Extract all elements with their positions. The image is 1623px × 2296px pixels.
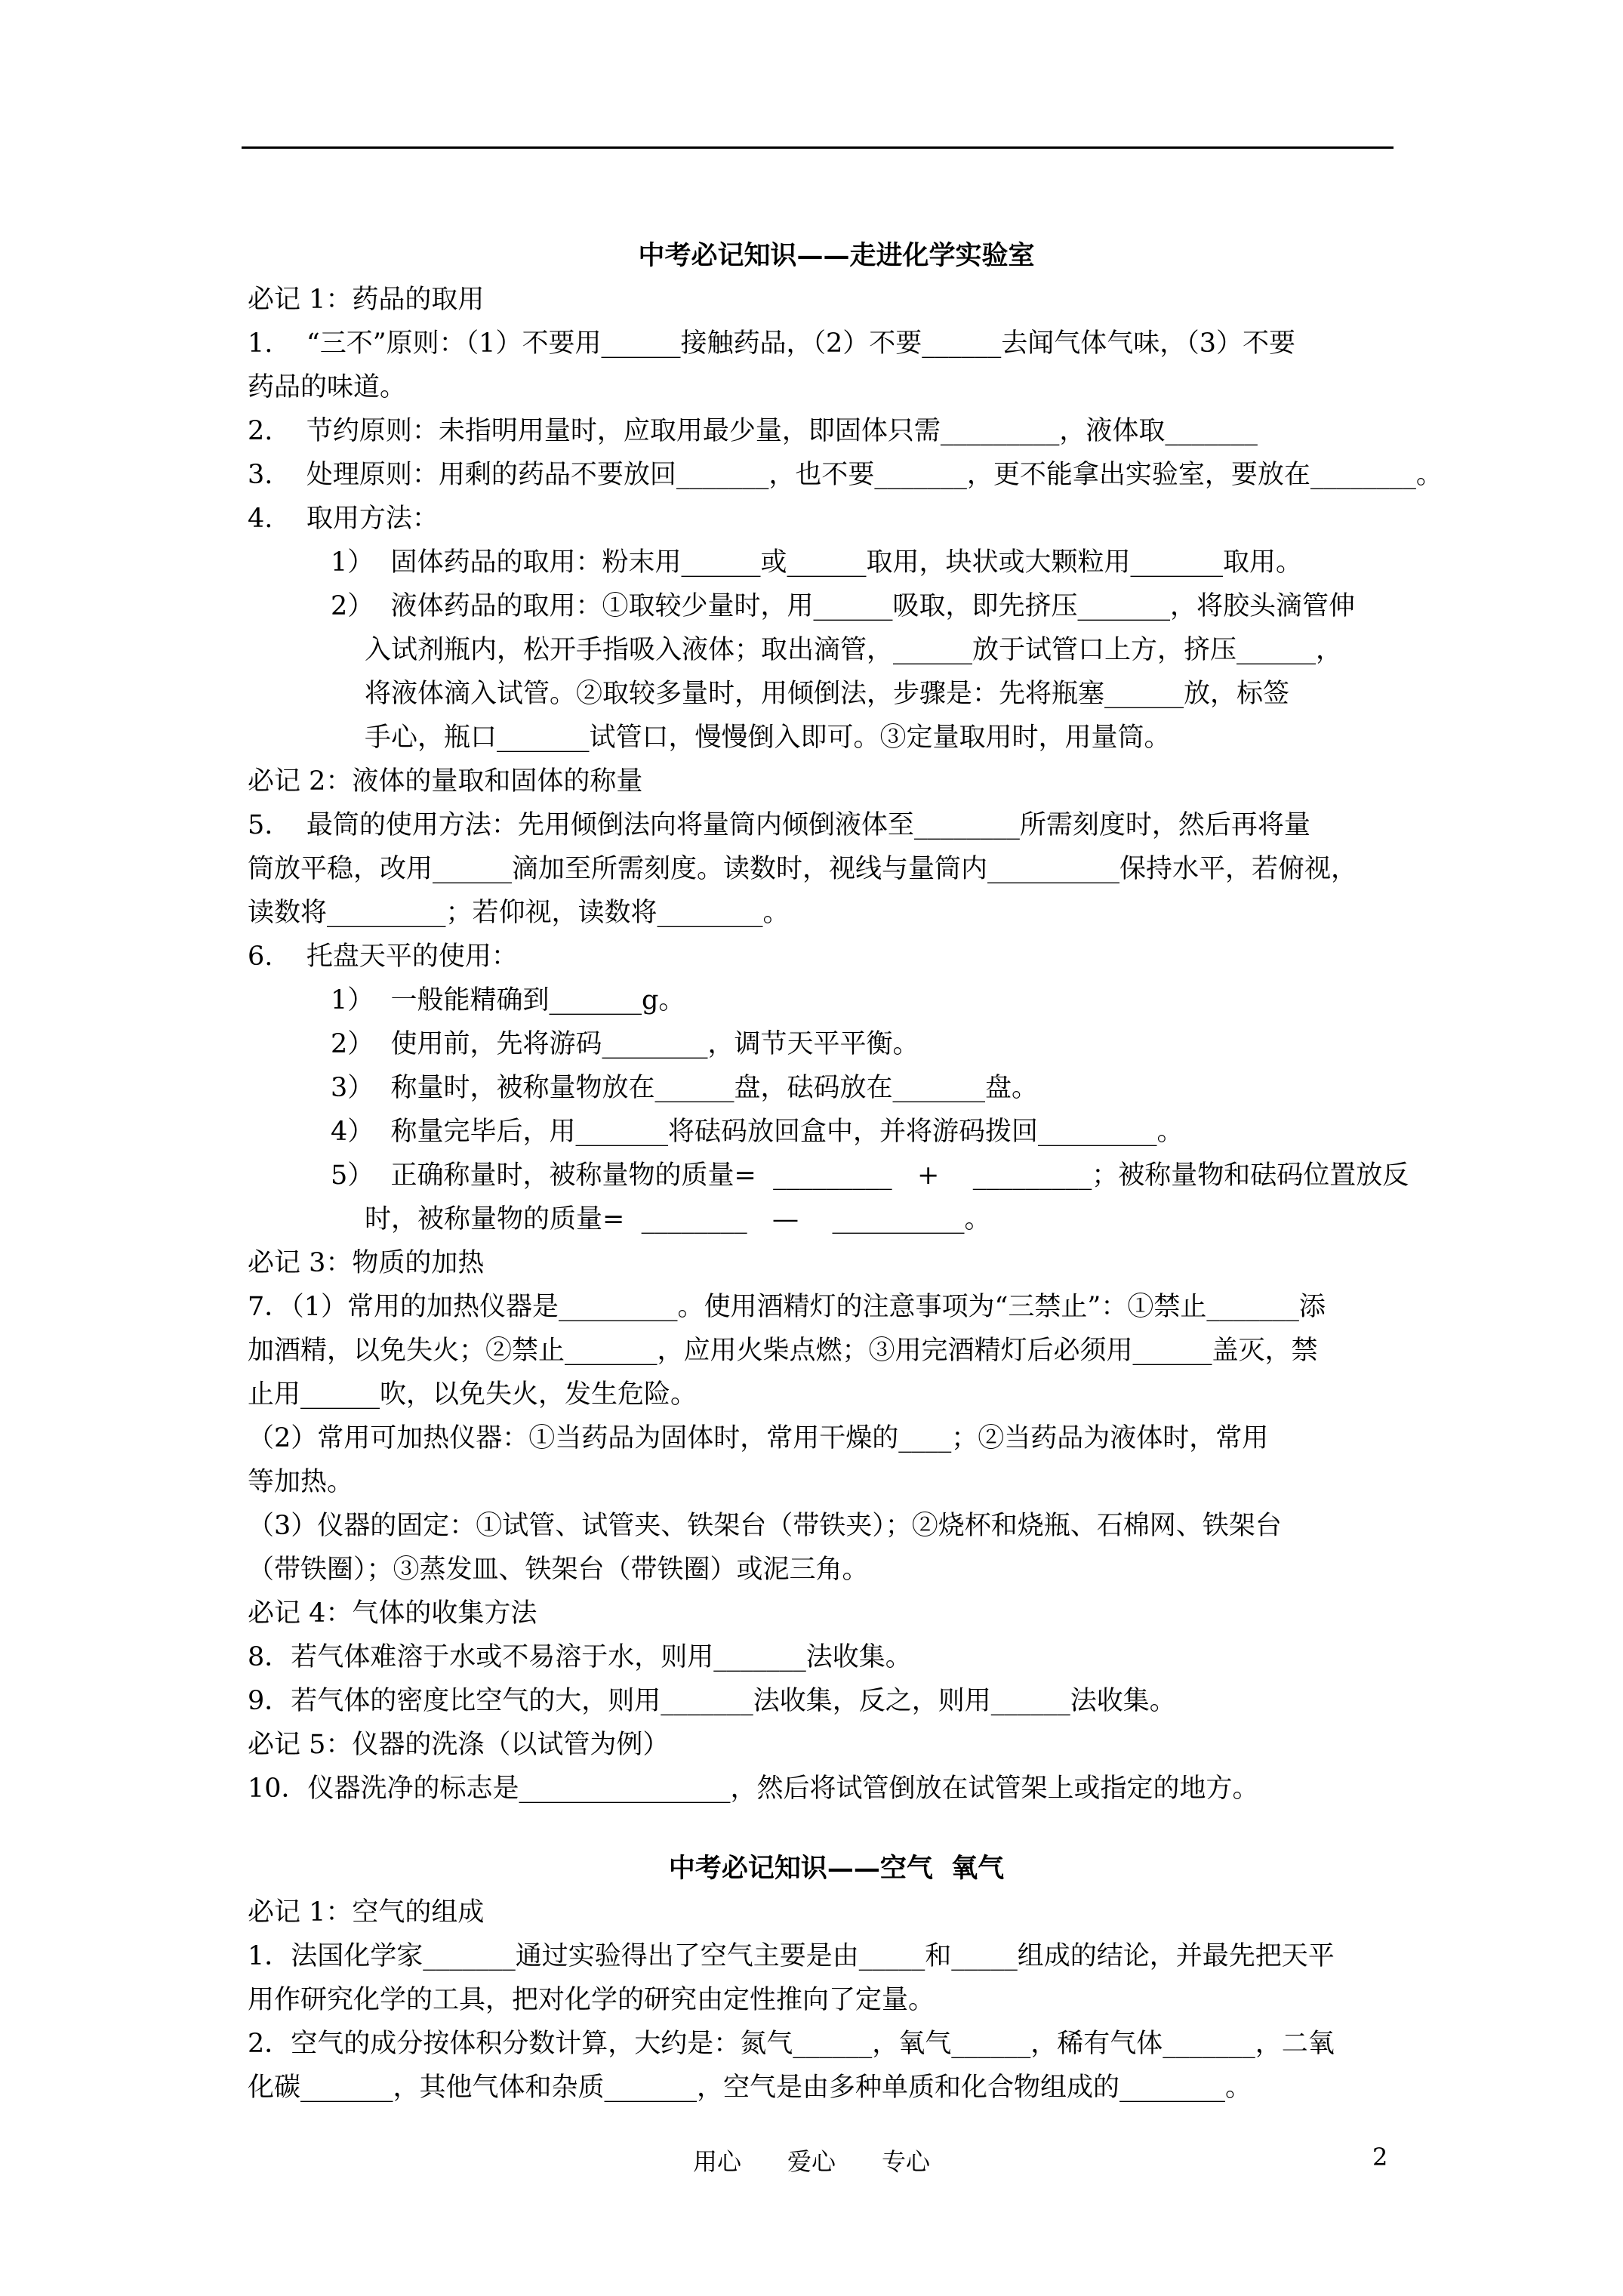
list-item-continuation: 手心，瓶口_______试管口，慢慢倒入即可。③定量取用时，用量筒。: [365, 723, 1171, 753]
subsection-heading: 必记 4：气体的收集方法: [248, 1598, 537, 1629]
paragraph-line: 6. 托盘天平的使用：: [248, 942, 518, 972]
paragraph-line: （带铁圈）；③蒸发皿、铁架台（带铁圈）或泥三角。: [248, 1555, 869, 1585]
paragraph-line: 1．法国化学家_______通过实验得出了空气主要是由_____和_____组成的结论，并最先把天平: [248, 1941, 1335, 1971]
paragraph-line: 读数将_________；若仰视，读数将________。: [248, 898, 790, 928]
paragraph-line: 3. 处理原则：用剩的药品不要放回_______，也不要_______，更不能拿出实验室，要放在________。: [248, 460, 1443, 490]
list-item: 5） 正确称量时，被称量物的质量= _________ + _________；被称量物和砝码位置放反: [331, 1160, 1409, 1191]
paragraph-line: 药品的味道。: [248, 372, 407, 402]
list-item: 2） 液体药品的取用：①取较少量时，用______吸取，即先挤压_______，将胶头滴管伸: [331, 591, 1356, 621]
section-title: 中考必记知识——走进化学实验室: [638, 240, 1035, 271]
subsection-heading: 必记 1：药品的取用: [248, 285, 485, 315]
section-title: 中考必记知识——空气 氧气: [668, 1853, 1005, 1884]
paragraph-line: 加酒精，以免失火；②禁止_______，应用火柴点燃；③用完酒精灯后必须用______盖灭，禁: [248, 1336, 1318, 1366]
paragraph-line: 2. 节约原则：未指明用量时，应取用最少量，即固体只需_________，液体取_______: [248, 416, 1258, 446]
paragraph-line: 止用______吹，以免失火，发生危险。: [248, 1379, 698, 1410]
list-item: 2） 使用前，先将游码________，调节天平平衡。: [331, 1029, 919, 1059]
subsection-heading: 必记 3：物质的加热: [248, 1248, 485, 1278]
paragraph-line: 5. 最筒的使用方法：先用倾倒法向将量筒内倾倒液体至________所需刻度时，然后再将量: [248, 810, 1310, 840]
paragraph-line: 1. “三不”原则：（1）不要用______接触药品，（2）不要______去闻气体气味，（3）不要: [248, 328, 1295, 359]
list-item: 3） 称量时，被称量物放在______盘，砝码放在_______盘。: [331, 1073, 1039, 1103]
paragraph-line: 筒放平稳，改用______滴加至所需刻度。读数时，视线与量筒内__________保持水平，若俯视，: [248, 854, 1358, 884]
document-body: [248, 234, 1443, 2110]
list-item: 1） 一般能精确到_______g。: [331, 985, 685, 1015]
paragraph-line: 4. 取用方法：: [248, 504, 439, 534]
paragraph-line: 10．仪器洗净的标志是________________，然后将试管倒放在试管架上或指定的地方。: [248, 1774, 1259, 1804]
paragraph-line: 用作研究化学的工具，把对化学的研究由定性推向了定量。: [248, 1985, 935, 2015]
subsection-heading: 必记 2：液体的量取和固体的称量: [248, 766, 643, 797]
paragraph-line: （2）常用可加热仪器：①当药品为固体时，常用干燥的____；②当药品为液体时，常用: [248, 1423, 1269, 1453]
subsection-heading: 必记 5：仪器的洗涤（以试管为例）: [248, 1730, 670, 1760]
list-item-continuation: 时，被称量物的质量= ________ — __________。: [365, 1204, 991, 1234]
section-spacer: [248, 1811, 1425, 1847]
subsection-heading: 必记 1：空气的组成: [248, 1897, 485, 1928]
paragraph-line: 等加热。: [248, 1467, 354, 1497]
footer-motto: 用心 爱心 专心: [692, 2147, 931, 2176]
paragraph-line: 7．（1）常用的加热仪器是_________。使用酒精灯的注意事项为“三禁止”：①禁止_______添: [248, 1292, 1326, 1322]
paragraph-line: 化碳_______，其他气体和杂质_______，空气是由多种单质和化合物组成的________。: [248, 2073, 1252, 2103]
list-item: 4） 称量完毕后，用_______将砝码放回盒中，并将游码拨回_________。: [331, 1117, 1184, 1147]
list-item-continuation: 入试剂瓶内，松开手指吸入液体；取出滴管，______放于试管口上方，挤压______，: [365, 635, 1343, 665]
paragraph-line: 2．空气的成分按体积分数计算，大约是：氮气______，氧气______，稀有气体_______，二氧: [248, 2029, 1335, 2059]
paragraph-line: 9．若气体的密度比空气的大，则用_______法收集，反之，则用______法收集。: [248, 1686, 1176, 1716]
paragraph-line: （3）仪器的固定：①试管、试管夹、铁架台（带铁夹）；②烧杯和烧瓶、石棉网、铁架台: [248, 1511, 1282, 1541]
list-item-continuation: 将液体滴入试管。②取较多量时，用倾倒法，步骤是：先将瓶塞______放，标签: [365, 679, 1290, 709]
paragraph-line: 8．若气体难溶于水或不易溶于水，则用_______法收集。: [248, 1642, 912, 1672]
header-rule: [242, 146, 1394, 149]
list-item: 1） 固体药品的取用：粉末用______或______取用，块状或大颗粒用_______取用。: [331, 547, 1303, 578]
page-number: 2: [1372, 2143, 1388, 2171]
